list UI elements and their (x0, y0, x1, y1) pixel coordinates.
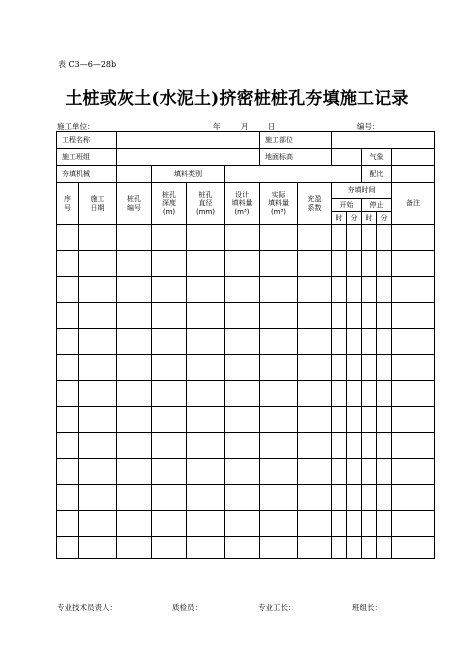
table-cell[interactable] (187, 407, 225, 433)
table-cell[interactable] (298, 381, 332, 407)
table-cell[interactable] (332, 225, 347, 251)
construction-team-label: 施工班组 (57, 149, 117, 166)
table-cell[interactable] (362, 355, 377, 381)
table-cell[interactable] (377, 381, 392, 407)
table-cell[interactable] (57, 511, 79, 537)
table-row (57, 407, 435, 433)
table-cell[interactable] (392, 355, 435, 381)
foreman-signature-label: 专业工长： (258, 603, 296, 612)
table-cell[interactable] (347, 277, 362, 303)
table-cell[interactable] (298, 459, 332, 485)
col-header-stop: 停止 (362, 199, 392, 212)
table-cell[interactable] (332, 511, 347, 537)
table-cell[interactable] (57, 355, 79, 381)
table-cell[interactable] (117, 329, 152, 355)
table-cell[interactable] (332, 329, 347, 355)
table-cell[interactable] (392, 511, 435, 537)
table-cell[interactable] (117, 511, 152, 537)
table-cell[interactable] (187, 433, 225, 459)
table-row (57, 303, 435, 329)
table-cell[interactable] (298, 329, 332, 355)
col-header-fill-coefficient: 充盈 系数 (298, 183, 332, 225)
table-cell[interactable] (298, 537, 332, 559)
year-label: 年 (213, 122, 221, 131)
construction-part-value[interactable] (332, 132, 435, 149)
table-cell[interactable] (57, 381, 79, 407)
table-cell[interactable] (79, 277, 117, 303)
table-cell[interactable] (260, 433, 298, 459)
inspector-signature-label: 质检员： (172, 603, 202, 612)
table-cell[interactable] (152, 355, 187, 381)
table-cell[interactable] (260, 251, 298, 277)
table-cell[interactable] (187, 355, 225, 381)
table-cell[interactable] (187, 303, 225, 329)
table-cell[interactable] (79, 225, 117, 251)
table-cell[interactable] (298, 251, 332, 277)
table-row (57, 537, 435, 559)
col-header-actual-fill: 实际 填料量 (m³) (260, 183, 298, 225)
table-cell[interactable] (260, 407, 298, 433)
table-cell[interactable] (362, 407, 377, 433)
number-label: 编号： (357, 122, 380, 131)
table-cell[interactable] (377, 329, 392, 355)
info-row-machine (57, 166, 435, 183)
table-cell[interactable] (79, 537, 117, 559)
col-header-seq: 序 号 (57, 183, 79, 225)
table-row (57, 381, 435, 407)
table-cell[interactable] (152, 277, 187, 303)
tech-lead-signature-label: 专业技术员责人： (57, 603, 117, 612)
table-cell[interactable] (392, 537, 435, 559)
table-cell[interactable] (260, 537, 298, 559)
table-cell[interactable] (152, 459, 187, 485)
table-row (57, 251, 435, 277)
table-cell[interactable] (57, 407, 79, 433)
data-rows (57, 225, 435, 559)
table-cell[interactable] (347, 381, 362, 407)
table-cell[interactable] (332, 303, 347, 329)
table-row (57, 485, 435, 511)
table-cell[interactable] (347, 433, 362, 459)
table-cell[interactable] (298, 355, 332, 381)
table-cell[interactable] (332, 433, 347, 459)
table-cell[interactable] (298, 485, 332, 511)
table-cell[interactable] (79, 355, 117, 381)
tamping-machine-label: 夯填机械 (57, 166, 117, 183)
table-cell[interactable] (362, 277, 377, 303)
fill-type-value[interactable] (225, 166, 362, 183)
table-cell[interactable] (225, 225, 260, 251)
table-cell[interactable] (152, 329, 187, 355)
table-cell[interactable] (347, 251, 362, 277)
table-cell[interactable] (332, 537, 347, 559)
table-cell[interactable] (392, 459, 435, 485)
project-name-value[interactable] (117, 132, 260, 149)
table-cell[interactable] (332, 277, 347, 303)
table-cell[interactable] (117, 433, 152, 459)
table-cell[interactable] (79, 329, 117, 355)
table-cell[interactable] (117, 485, 152, 511)
table-cell[interactable] (377, 303, 392, 329)
table-cell[interactable] (332, 381, 347, 407)
header-row-1 (57, 183, 435, 199)
table-cell[interactable] (347, 459, 362, 485)
table-cell[interactable] (187, 537, 225, 559)
construction-part-label: 施工部位 (260, 132, 332, 149)
table-cell[interactable] (377, 537, 392, 559)
table-cell[interactable] (298, 511, 332, 537)
construction-team-value[interactable] (117, 149, 260, 166)
project-name-label: 工程名称 (57, 132, 117, 149)
table-cell[interactable] (57, 433, 79, 459)
construction-record-table (56, 131, 435, 559)
table-cell[interactable] (117, 355, 152, 381)
col-header-date: 施工 日期 (79, 183, 117, 225)
table-cell[interactable] (225, 277, 260, 303)
table-cell[interactable] (260, 277, 298, 303)
table-row (57, 459, 435, 485)
info-row-project (57, 132, 435, 149)
table-cell[interactable] (187, 381, 225, 407)
table-cell[interactable] (117, 251, 152, 277)
table-cell[interactable] (225, 381, 260, 407)
table-cell[interactable] (377, 433, 392, 459)
table-cell[interactable] (392, 407, 435, 433)
table-cell[interactable] (79, 433, 117, 459)
table-cell[interactable] (117, 537, 152, 559)
table-cell[interactable] (79, 407, 117, 433)
table-cell[interactable] (392, 225, 435, 251)
tamping-machine-value[interactable] (117, 166, 152, 183)
table-cell[interactable] (377, 225, 392, 251)
table-cell[interactable] (57, 537, 79, 559)
table-row (57, 433, 435, 459)
table-row (57, 329, 435, 355)
table-cell[interactable] (260, 355, 298, 381)
weather-value[interactable] (392, 149, 435, 166)
table-cell[interactable] (362, 303, 377, 329)
table-cell[interactable] (187, 251, 225, 277)
table-cell[interactable] (392, 277, 435, 303)
col-header-stop-hour: 时 (362, 212, 377, 225)
table-cell[interactable] (152, 303, 187, 329)
col-header-design-fill: 设计 填料量 (m³) (225, 183, 260, 225)
table-cell[interactable] (298, 225, 332, 251)
table-cell[interactable] (347, 407, 362, 433)
table-cell[interactable] (362, 251, 377, 277)
table-cell[interactable] (347, 511, 362, 537)
table-cell[interactable] (225, 303, 260, 329)
table-cell[interactable] (225, 407, 260, 433)
table-cell[interactable] (347, 485, 362, 511)
ground-elevation-label: 地面标高 (260, 149, 332, 166)
document-title: 土桩或灰土(水泥土)挤密桩桩孔夯填施工记录 (65, 89, 409, 109)
table-cell[interactable] (392, 485, 435, 511)
day-label: 日 (268, 122, 276, 131)
table-cell[interactable] (152, 225, 187, 251)
table-cell[interactable] (362, 537, 377, 559)
table-cell[interactable] (152, 433, 187, 459)
table-cell[interactable] (392, 251, 435, 277)
month-label: 月 (241, 122, 249, 131)
table-cell[interactable] (57, 251, 79, 277)
table-cell[interactable] (152, 485, 187, 511)
table-cell[interactable] (260, 329, 298, 355)
table-cell[interactable] (79, 511, 117, 537)
table-cell[interactable] (152, 407, 187, 433)
table-cell[interactable] (392, 329, 435, 355)
table-cell[interactable] (298, 407, 332, 433)
table-cell[interactable] (392, 433, 435, 459)
table-cell[interactable] (347, 303, 362, 329)
col-header-remarks: 备注 (392, 183, 435, 225)
table-cell[interactable] (187, 485, 225, 511)
table-cell[interactable] (152, 511, 187, 537)
table-cell[interactable] (57, 485, 79, 511)
col-header-pile-no: 桩孔 编号 (117, 183, 152, 225)
table-cell[interactable] (187, 511, 225, 537)
table-cell[interactable] (347, 537, 362, 559)
table-cell[interactable] (392, 303, 435, 329)
table-cell[interactable] (225, 355, 260, 381)
col-header-start-hour: 时 (332, 212, 347, 225)
table-cell[interactable] (347, 355, 362, 381)
table-cell[interactable] (57, 225, 79, 251)
table-cell[interactable] (260, 511, 298, 537)
table-cell[interactable] (117, 225, 152, 251)
table-row (57, 355, 435, 381)
table-cell[interactable] (377, 355, 392, 381)
table-cell[interactable] (260, 485, 298, 511)
table-cell[interactable] (332, 485, 347, 511)
table-cell[interactable] (377, 485, 392, 511)
table-cell[interactable] (117, 407, 152, 433)
table-cell[interactable] (57, 329, 79, 355)
table-cell[interactable] (362, 459, 377, 485)
table-cell[interactable] (377, 277, 392, 303)
construction-unit-label: 施工单位： (57, 122, 95, 131)
table-cell[interactable] (362, 511, 377, 537)
fill-type-label: 填料类别 (152, 166, 225, 183)
table-row (57, 277, 435, 303)
table-cell[interactable] (260, 459, 298, 485)
table-cell[interactable] (79, 251, 117, 277)
table-cell[interactable] (117, 381, 152, 407)
col-header-depth: 桩孔 深度 (m) (152, 183, 187, 225)
table-cell[interactable] (332, 459, 347, 485)
table-cell[interactable] (57, 277, 79, 303)
table-cell[interactable] (332, 251, 347, 277)
table-cell[interactable] (225, 251, 260, 277)
col-header-start-minute: 分 (347, 212, 362, 225)
table-cell[interactable] (152, 381, 187, 407)
table-cell[interactable] (225, 485, 260, 511)
table-cell[interactable] (362, 381, 377, 407)
table-cell[interactable] (362, 485, 377, 511)
table-cell[interactable] (187, 277, 225, 303)
table-cell[interactable] (260, 381, 298, 407)
col-header-tamp-time: 夯填时间 (332, 183, 392, 199)
col-header-start: 开始 (332, 199, 362, 212)
table-cell[interactable] (225, 433, 260, 459)
table-cell[interactable] (225, 459, 260, 485)
mix-ratio-label: 配比 (362, 166, 392, 183)
table-cell[interactable] (362, 433, 377, 459)
table-cell[interactable] (377, 459, 392, 485)
table-cell[interactable] (362, 225, 377, 251)
col-header-stop-minute: 分 (377, 212, 392, 225)
table-cell[interactable] (377, 511, 392, 537)
table-cell[interactable] (225, 329, 260, 355)
table-cell[interactable] (117, 459, 152, 485)
table-cell[interactable] (260, 303, 298, 329)
table-cell[interactable] (347, 225, 362, 251)
table-cell[interactable] (57, 303, 79, 329)
table-cell[interactable] (187, 329, 225, 355)
mix-ratio-value[interactable] (392, 166, 435, 183)
table-cell[interactable] (117, 303, 152, 329)
table-cell[interactable] (298, 433, 332, 459)
col-header-diameter: 桩孔 直径 (mm) (187, 183, 225, 225)
table-cell[interactable] (377, 407, 392, 433)
table-cell[interactable] (187, 225, 225, 251)
table-cell[interactable] (332, 407, 347, 433)
weather-label: 气象 (362, 149, 392, 166)
table-cell[interactable] (79, 381, 117, 407)
table-cell[interactable] (298, 303, 332, 329)
table-cell[interactable] (377, 251, 392, 277)
table-cell[interactable] (260, 225, 298, 251)
table-cell[interactable] (298, 277, 332, 303)
table-cell[interactable] (332, 355, 347, 381)
table-cell[interactable] (79, 485, 117, 511)
table-cell[interactable] (152, 251, 187, 277)
table-cell[interactable] (225, 537, 260, 559)
table-cell[interactable] (347, 329, 362, 355)
info-row-team (57, 149, 435, 166)
form-code: 表 C3—6—28b (58, 60, 117, 69)
table-cell[interactable] (152, 537, 187, 559)
table-cell[interactable] (392, 381, 435, 407)
team-leader-signature-label: 班组长： (352, 603, 382, 612)
table-cell[interactable] (117, 277, 152, 303)
table-cell[interactable] (187, 459, 225, 485)
table-row (57, 511, 435, 537)
table-cell[interactable] (362, 329, 377, 355)
table-cell[interactable] (79, 303, 117, 329)
ground-elevation-value[interactable] (332, 149, 362, 166)
table-cell[interactable] (225, 511, 260, 537)
table-cell[interactable] (57, 459, 79, 485)
table-row (57, 225, 435, 251)
table-cell[interactable] (79, 459, 117, 485)
